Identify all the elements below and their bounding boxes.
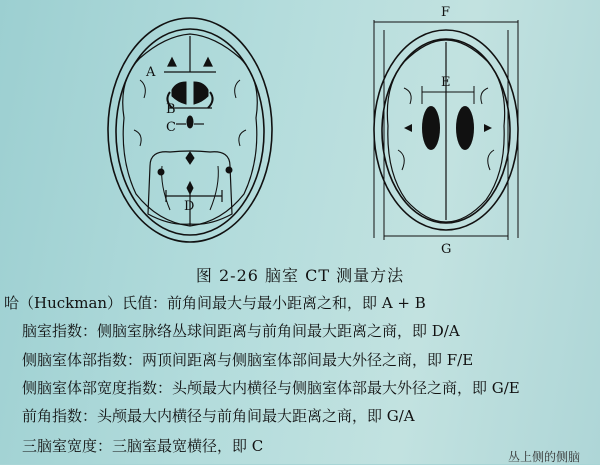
text-line-body-width-index: 侧脑室体部宽度指数：头颅最大内横径与侧脑室体部最大外径之商，即 G/E: [22, 379, 520, 397]
text-line-huckman: 哈（Huckman）氏值：前角间最大与最小距离之和，即 A + B: [4, 294, 426, 312]
figure-caption: 图 2-26 脑室 CT 测量方法: [195, 266, 405, 285]
right-head-diagram: [374, 20, 518, 240]
text-line-frontal-horn-index: 前角指数：头颅最大内横径与前角间最大距离之商，即 G/A: [22, 407, 415, 425]
label-F: F: [441, 5, 451, 20]
label-C: C: [166, 120, 176, 135]
right-ventricles: [404, 106, 492, 150]
text-line-ventricle-index: 脑室指数：侧脑室脉络丛球间距离与前角间最大距离之商，即 D/A: [22, 322, 460, 340]
label-D: D: [184, 199, 195, 214]
label-B: B: [166, 102, 176, 117]
text-line-body-index: 侧脑室体部指数：两顶间距离与侧脑室体部间最大外径之商，即 F/E: [22, 351, 474, 369]
label-A: A: [146, 65, 156, 80]
label-G: G: [441, 242, 452, 257]
cut-off-text: 丛上侧的侧脑: [508, 450, 581, 464]
label-E: E: [441, 75, 451, 90]
text-line-third-ventricle-width: 三脑室宽度：三脑室最宽横径，即 C: [22, 437, 264, 455]
left-ventricles: [158, 82, 232, 194]
